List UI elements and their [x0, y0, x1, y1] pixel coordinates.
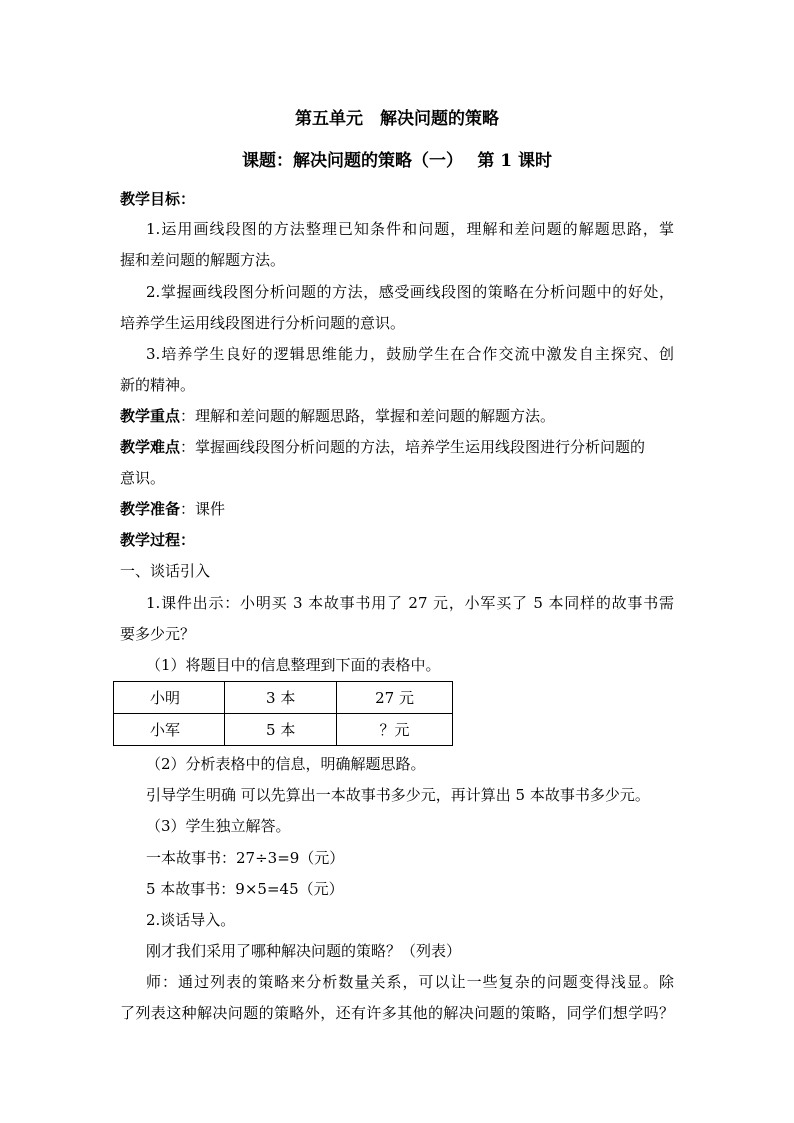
- lesson-title: 课题：解决问题的策略（一） 第 1 课时: [241, 151, 553, 171]
- table-row: [114, 682, 453, 714]
- table-cell: 小军: [114, 714, 225, 746]
- objective-1-line-2: 握和差问题的解题方法。: [120, 251, 286, 269]
- table-cell: 3 本: [225, 682, 337, 714]
- objective-2-line-2: 培养学生运用线段图进行分析问题的意识。: [120, 314, 406, 332]
- process-heading: 教学过程：: [120, 531, 196, 549]
- calculation-1: 一本故事书：27÷3=9（元）: [146, 849, 345, 867]
- preparation-text: ：课件: [180, 500, 226, 518]
- key-points-text: ：理解和差问题的解题思路，掌握和差问题的解题方法。: [180, 407, 556, 425]
- difficult-points: [120, 437, 674, 457]
- preparation: [120, 499, 225, 519]
- objectives-heading: 教学目标：: [120, 190, 196, 208]
- step-1: （1）将题目中的信息整理到下面的表格中。: [146, 656, 441, 674]
- table-row: [114, 714, 453, 746]
- process-item-2: 2.谈话导入。: [146, 911, 236, 929]
- difficult-points-label: 教学难点: [120, 438, 181, 456]
- process-item-1-line-1: 1.课件出示：小明买 3 本故事书用了 27 元，小军买了 5 本同样的故事书需: [146, 594, 674, 612]
- process-item-1-line-2: 要多少元？: [120, 625, 196, 643]
- step-3: （3）学生独立解答。: [146, 817, 291, 835]
- section-1-heading: 一、谈话引入: [120, 562, 211, 580]
- difficult-points-text-line-2: 意识。: [120, 469, 166, 487]
- difficult-points-text-line-1: ：掌握画线段图分析问题的方法，培养学生运用线段图进行分析问题的: [180, 438, 646, 456]
- table-cell: 27 元: [337, 682, 453, 714]
- teacher-line-2: 了列表这种解决问题的策略外，还有许多其他的解决问题的策略，同学们想学吗？: [120, 1004, 674, 1022]
- step-2: （2）分析表格中的信息，明确解题思路。: [146, 755, 426, 773]
- table-cell: ？元: [337, 714, 453, 746]
- calculation-2: 5 本故事书：9×5=45（元）: [146, 880, 344, 898]
- key-points: [120, 406, 555, 426]
- table-cell: 5 本: [225, 714, 337, 746]
- question-text: 刚才我们采用了哪种解决问题的策略？（列表）: [146, 942, 462, 960]
- objective-2-line-1: 2.掌握画线段图分析问题的方法，感受画线段图的策略在分析问题中的好处，: [146, 283, 674, 301]
- teacher-line-1: 师：通过列表的策略来分析数量关系，可以让一些复杂的问题变得浅显。除: [146, 973, 674, 991]
- unit-title: 第五单元 解决问题的策略: [295, 109, 499, 129]
- table-cell: 小明: [114, 682, 225, 714]
- objective-1-line-1: 1.运用画线段图的方法整理已知条件和问题，理解和差问题的解题思路，掌: [146, 220, 674, 238]
- info-table: [113, 681, 453, 746]
- guide-text: 引导学生明确 可以先算出一本故事书多少元，再计算出 5 本故事书多少元。: [146, 786, 650, 804]
- key-points-label: 教学重点: [120, 407, 181, 425]
- preparation-label: 教学准备: [120, 500, 181, 518]
- objective-3-line-1: 3.培养学生良好的逻辑思维能力，鼓励学生在合作交流中激发自主探究、创: [146, 345, 674, 363]
- objective-3-line-2: 新的精神。: [120, 376, 196, 394]
